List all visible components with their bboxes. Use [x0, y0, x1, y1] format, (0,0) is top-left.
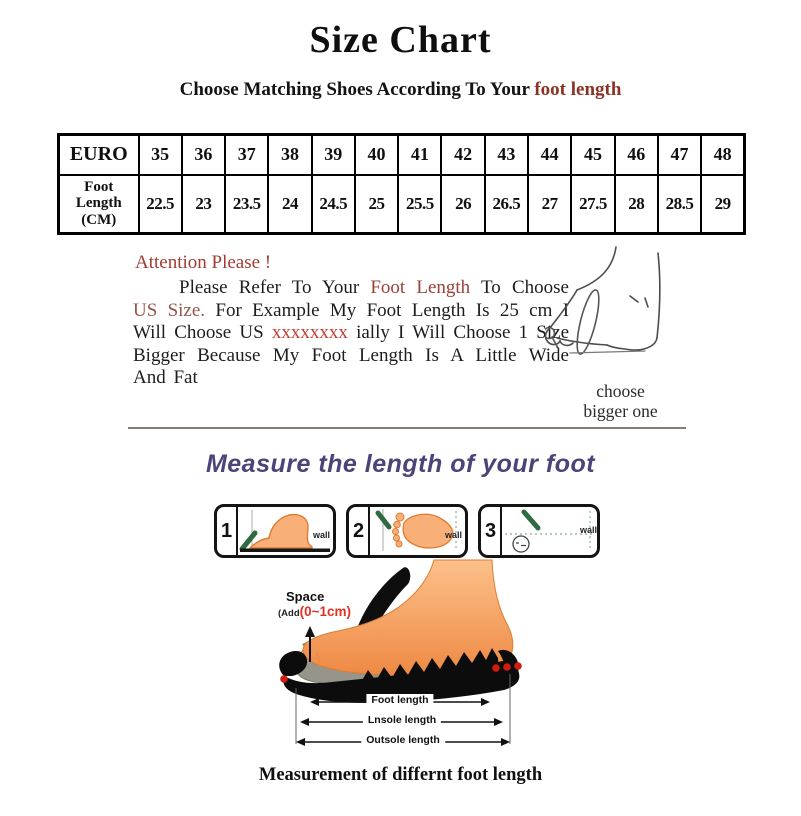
- wall-label: wall: [579, 525, 597, 535]
- foot-length-cell: 24.5: [312, 175, 355, 234]
- measure-heading: Measure the length of your foot: [205, 450, 596, 478]
- outsole-length-arrow-label: Outsole length: [361, 734, 445, 746]
- foot-length-cell: 24: [268, 175, 311, 234]
- foot-length-cell: 27.5: [571, 175, 614, 234]
- attention-paragraph: [133, 277, 569, 390]
- foot-length-cell: 23.5: [225, 175, 268, 234]
- euro-size-cell: 39: [312, 135, 355, 175]
- step-number: 1: [217, 507, 238, 555]
- subtitle: [0, 79, 801, 101]
- attention-seg-censored: xxxxxxxx: [271, 322, 348, 343]
- euro-size-cell: 44: [528, 135, 571, 175]
- foot-length-cell: 23: [182, 175, 225, 234]
- size-table: [57, 133, 746, 235]
- euro-row: [59, 135, 745, 175]
- attention-seg-us-size: US Size.: [133, 299, 206, 321]
- wall-label: wall: [444, 530, 462, 540]
- foot-length-cell: 29: [701, 175, 744, 234]
- foot-length-header: Foot Length (CM): [59, 175, 139, 234]
- euro-size-cell: 43: [485, 135, 528, 175]
- foot-length-cell: 22.5: [139, 175, 182, 234]
- foot-length-cell: 25: [355, 175, 398, 234]
- step-panel-1: [214, 504, 336, 558]
- euro-size-cell: 37: [225, 135, 268, 175]
- euro-size-cell: 40: [355, 135, 398, 175]
- foot-length-cell: 26.5: [485, 175, 528, 234]
- subtitle-highlight: foot length: [534, 79, 622, 100]
- attention-seg: ially I Will Choose 1 Size Bigger Because My Foot Length Is A Little Wide And Fat: [133, 322, 570, 388]
- attention-block: [133, 252, 569, 390]
- insole-length-arrow-label: Lnsole length: [363, 714, 441, 726]
- foot-length-cell: 26: [441, 175, 484, 234]
- euro-size-cell: 48: [701, 135, 744, 175]
- foot-length-diagram: [272, 558, 572, 764]
- measure-steps: [214, 504, 600, 558]
- foot-length-cell: 28: [615, 175, 658, 234]
- space-range-label: [278, 603, 351, 621]
- euro-size-cell: 46: [615, 135, 658, 175]
- choose-bigger-note: [558, 381, 683, 421]
- foot-length-arrow-label: Foot length: [366, 694, 433, 706]
- euro-size-cell: 41: [398, 135, 441, 175]
- attention-seg: To Choose: [481, 277, 569, 298]
- subtitle-text: Choose Matching Shoes According To Your: [179, 79, 530, 100]
- step-panel-3: [478, 504, 600, 558]
- euro-size-cell: 42: [441, 135, 484, 175]
- foot-length-cell: 25.5: [398, 175, 441, 234]
- section-divider: [128, 427, 686, 429]
- attention-seg-foot-length: Foot Length: [370, 277, 471, 298]
- choose-note-line2: bigger one: [583, 401, 658, 421]
- attention-seg: For Example My Foot Length Is 25 cm I Will Choose US: [133, 299, 570, 343]
- foot-length-row: [59, 175, 745, 234]
- space-label: Space: [286, 589, 325, 604]
- page-title: Size Chart: [309, 19, 492, 61]
- space-range-value: (0~1cm): [299, 604, 352, 619]
- attention-seg: Please Refer To Your: [179, 277, 360, 298]
- euro-size-cell: 36: [182, 135, 225, 175]
- euro-size-cell: 38: [268, 135, 311, 175]
- step-panel-2: [346, 504, 468, 558]
- step-number: 2: [349, 507, 370, 555]
- euro-size-cell: 45: [571, 135, 614, 175]
- foot-length-cell: 27: [528, 175, 571, 234]
- space-add-text: (Add: [278, 608, 300, 619]
- foot-length-cell: 28.5: [658, 175, 701, 234]
- choose-note-line1: choose: [596, 381, 645, 401]
- attention-heading: Attention Please !: [135, 252, 272, 273]
- step-number: 3: [481, 507, 502, 555]
- euro-header: EURO: [59, 135, 139, 175]
- bottom-caption: Measurement of differnt foot length: [258, 765, 543, 785]
- foot-measure-sketch: [545, 236, 755, 378]
- green-pen-icon: [524, 512, 538, 528]
- euro-size-cell: 35: [139, 135, 182, 175]
- euro-size-cell: 47: [658, 135, 701, 175]
- wall-label: wall: [312, 530, 330, 540]
